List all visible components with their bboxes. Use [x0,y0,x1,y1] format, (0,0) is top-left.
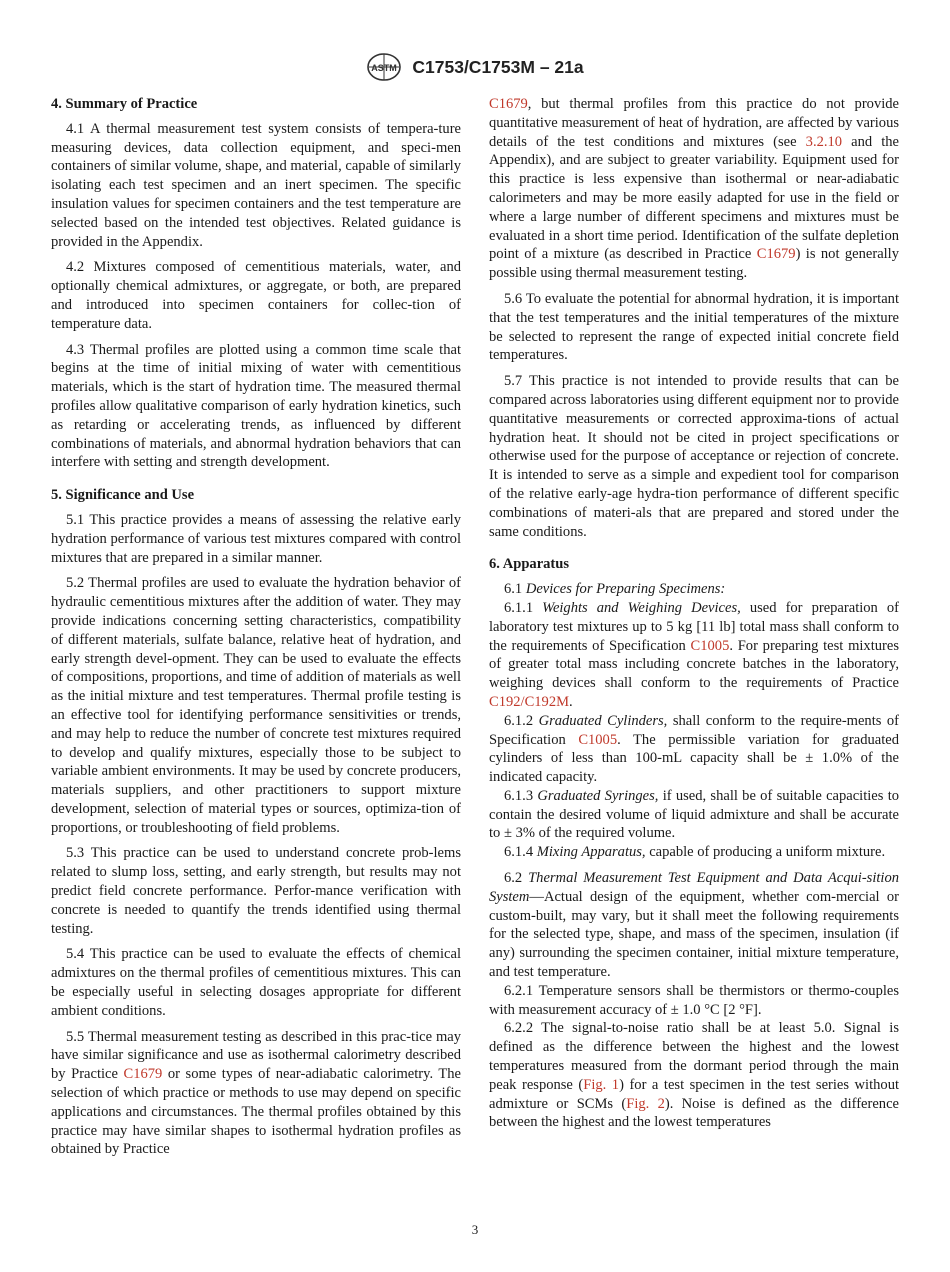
para-5-4: 5.4 This practice can be used to evaluate the effects of chemical admixtures on the thermal profiles of cementitious mixtures. This can be especially useful in selecting dosages appropriate for different ambient conditions. [51,946,461,1019]
para-6-2-1: 6.2.1 Temperature sensors shall be thermistors or thermo-couples with measurement accuracy of ± 1.0 °C [2 °F]. [489,982,899,1018]
section-6-title: 6. Apparatus [489,556,570,573]
para-5-6: 5.6 To evaluate the potential for abnormal hydration, it is important that the test temperatures and the initial temperatures of the mixture be selected to represent the range of expected initial concrete field temperatures. [489,290,899,364]
para-6-1: 6.1 Devices for Preparing Specimens: [504,581,726,598]
section-4-title: 4. Summary of Practice [51,96,198,112]
page-header [0,52,950,82]
ref-c1005-link[interactable]: C1005 [578,731,618,748]
ref-c1679-link[interactable]: C1679 [489,96,528,112]
para-5-7: 5.7 This practice is not intended to provide results that can be compared across laboratories using different equipment nor to provide quantitative measurements or corrected approxima-tions of actual hydration heat. It should not be cited in project specifications or otherwise used for the purpose of acceptance or rejection of concrete. It is intended to serve as a simple and expedient tool for comparison of the relative early-age hydra-tion performance of different specific combinations of materi-als that are prepared and stored under the same conditions. [489,373,899,540]
ref-fig1-link[interactable]: Fig. 1 [583,1076,620,1093]
para-6-2: 6.2 Thermal Measurement Test Equipment and Data Acqui-sition System—Actual design of the equipment, whether com-mercial or custom-built, may vary, but it shall meet the following requirements for the selected type, shape, and mass of the specimen, insulation (if any) surrounding the specimen container, initial mixture temperature, and test temperature. [489,870,899,981]
para-6-1-4: 6.1.4 Mixing Apparatus, capable of producing a uniform mixture. [504,844,886,861]
para-5-1: 5.1 This practice provides a means of assessing the relative early hydration performance of various test mixtures compared with control mixtures that are prepared in a similar manner. [51,511,461,566]
para-5-2: 5.2 Thermal profiles are used to evaluate the hydration behavior of hydraulic cementitious mixtures after the addition of water. They may provide indications concerning setting characteristics, compatibility of different materials, sulfate balance, relative heat of hydration, and early strength devel-opment. They can be used to evaluate the effects of compositions, proportions, and time of addition of materials as well as the initial mixture and test temperatures. Thermal profile testing is an effective tool for identifying performance sensitivities or trends, and may help to reduce the number of concrete test mixtures required to develop and qualify mixtures, especially those to be subject to variable ambient environments. It may be used by concrete producers, materials suppliers, and other practitioners to support mixture development, selection of material types or sources, optimiza-tion of proportions, or troubleshooting of field problems. [51,575,461,836]
para-5-5-cont: C1679, but thermal profiles from this practice do not provide quantitative measurement of heat of hydration, are affected by various details of the test conditions and mixtures (see 3.2.10 and the Appendix), and are subject to greater variability. Equipment used for this practice is less expensive than isothermal or near-adiabatic calorimeters and may be more easily adapted for use in the field or where a large number of different specimens and mixtures must be evaluated in a short time period. Identification of the sulfate depletion point of a mixture (as described in Practice C1679) is not generally possible using thermal measurement testing. [489,96,900,282]
para-5-5-start: 5.5 Thermal measurement testing as described in this prac-tice may have similar significance and use as isothermal calorimetry described by Practice C1679 or some types of near-adiabatic calorimetry. The selection of which practice or methods to use may depend on specific applications and circumstances. The thermal profiles obtained by this practice may have similar shapes to isothermal hydration profiles as obtained by Practice [51,1028,462,1158]
para-6-1-1: 6.1.1 Weights and Weighing Devices, used for preparation of laboratory test mixtures up to 5 kg [11 lb] total mass shall conform to the requirements of Specification C1005. For preparing test mixtures of greater total mass including concrete batches in the laboratory, weighing devices shall conform to the requirements of Practice C192/C192M. [489,599,899,710]
ref-c1679-link[interactable]: C1679 [123,1066,163,1083]
para-4-3: 4.3 Thermal profiles are plotted using a common time scale that begins at the time of initial mixing of water with cementitious materials, which is the start of hydration time. The measured thermal profiles allow qualitative comparison of early hydration kinetics, such as retarding or accelerating trends, as influenced by different combinations of materials, and abnormal hydration behaviors that can interfere with setting and strength development. [51,341,461,471]
left-column [51,95,461,1166]
para-4-2: 4.2 Mixtures composed of cementitious materials, water, and optionally chemical admixtures, or aggregate, or both, are prepared and introduced into specimen containers for collec-tion of temperature data. [51,259,461,332]
para-4-1: 4.1 A thermal measurement test system consists of tempera-ture measuring devices, data collection equipment, and speci-men containers of similar volume, shape, and material, capable of similarly isolating each test specimen and an inert specimen. The specific insulation values for specimen containers and the test temperature are selected based on the intended test objectives. Related guidance is provided in the Appendix. [51,120,461,250]
ref-fig2-link[interactable]: Fig. 2 [626,1095,665,1112]
document-id: C1753/C1753M – 21a [412,56,584,77]
para-6-1-3: 6.1.3 Graduated Syringes, if used, shall be of suitable capacities to contain the desired volume of liquid admixture and shall be accurate to ± 3% of the required volume. [489,787,900,842]
right-column [489,95,899,1132]
para-6-2-2: 6.2.2 The signal-to-noise ratio shall be at least 5.0. Signal is defined as the difference between the highest and the lowest temperatures measured from the dormant period through the main peak response (Fig. 1) for a test specimen in the test series without admixture or SCMs (Fig. 2). Noise is defined as the difference between the highest and the lowest temperatures [489,1020,900,1131]
ref-c1679-link[interactable]: C1679 [756,246,796,263]
logo-text: ASTM [371,63,398,73]
astm-logo-icon [366,52,402,82]
ref-c1005-link[interactable]: C1005 [690,637,730,654]
section-5-title: 5. Significance and Use [51,487,195,504]
para-6-1-2: 6.1.2 Graduated Cylinders, shall conform to the require-ments of Specification C1005. The permissible variation for graduated cylinders of less than 100-mL capacity shall be ± 1.0% of the indicated capacity. [489,712,900,786]
page-number: 3 [471,1222,479,1237]
para-5-3: 5.3 This practice can be used to understand concrete prob-lems related to slump loss, setting, and early strength, but results may not predict field concrete performance. Perfor-mance verification with concrete is needed to quantify the trends identified using thermal testing. [51,845,461,937]
ref-c192-link[interactable]: C192/C192M [489,693,570,710]
ref-3-2-10-link[interactable]: 3.2.10 [805,133,843,150]
